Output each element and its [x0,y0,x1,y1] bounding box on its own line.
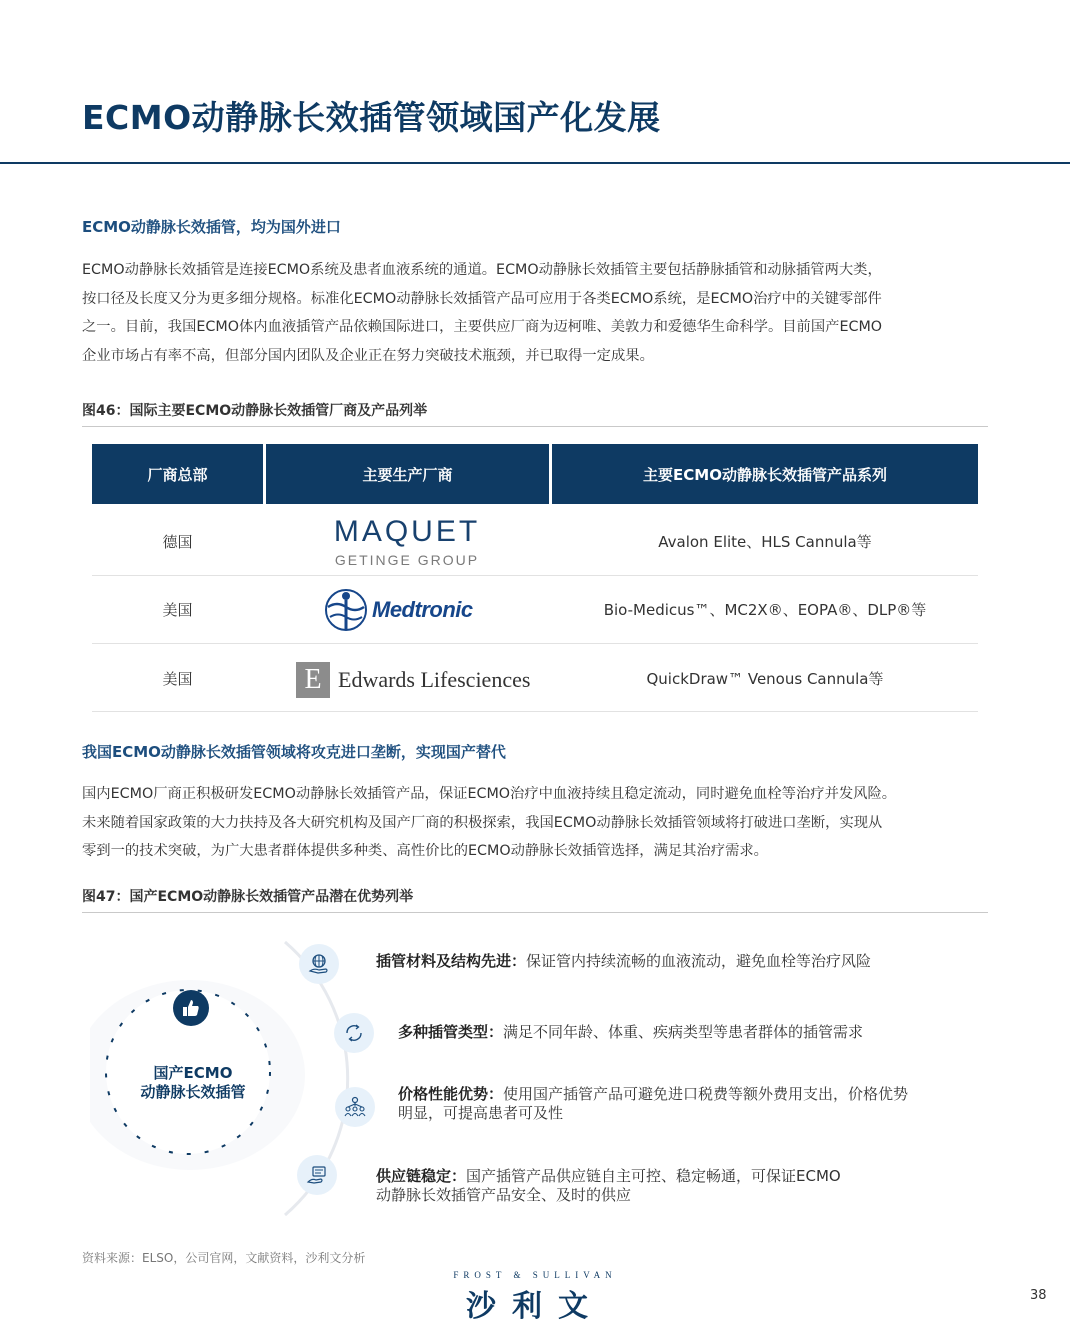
advantage-title: 价格性能优势： [398,1085,504,1103]
table-cell-products: QuickDraw™ Venous Cannula等 [646,669,884,688]
advantage-desc: 保证管内持续流畅的血液流动，避免血栓等治疗风险 [526,952,872,970]
supply-icon [297,1155,337,1195]
table-row-divider [92,711,978,712]
advantage-title: 供应链稳定： [376,1167,467,1185]
advantage-title: 插管材料及结构先进： [376,952,527,970]
advantage-item [376,1167,841,1205]
figure-47-caption: 图47：国产ECMO动静脉长效插管产品潜在优势列举 [82,889,414,905]
table-cell-hq: 美国 [162,669,193,688]
thumbs-up-icon [173,990,209,1026]
title-divider [0,162,1070,164]
paragraph-line: 零到一的技术突破，为广大患者群体提供多种类、高性价比的ECMO动静脉长效插管选择，满足其治疗需求。 [82,843,768,859]
advantage-desc-continued: 明显，可提高患者可及性 [398,1104,564,1122]
table-header-manufacturer: 主要生产厂商 [266,444,549,504]
paragraph-line: 未来随着国家政策的大力扶持及各大研究机构及国产厂商的积极探索，我国ECMO动静脉长效插管领域将打破进口垄断，实现从 [82,814,883,831]
figure-46-caption: 图46：国际主要ECMO动静脉长效插管厂商及产品列举 [82,403,428,419]
table-cell-products: Bio-Medicus™、MC2X®、EOPA®、DLP®等 [603,600,927,619]
table-header-products: 主要ECMO动静脉长效插管产品系列 [552,444,978,504]
section-heading-substitution: 我国ECMO动静脉长效插管领域将攻克进口垄断，实现国产替代 [82,743,506,761]
medtronic-logo-wordmark: Medtronic [372,597,473,622]
figure-47-rule [82,912,988,913]
page-number: 38 [1030,1288,1047,1303]
edwards-e-mark-icon: E [296,662,330,698]
cycle-icon [334,1013,374,1053]
section-paragraph-import [82,256,987,370]
source-note: 资料来源：ELSO，公司官网，文献资料，沙利文分析 [82,1251,366,1265]
paragraph-line: 按口径及长度又分为更多细分规格。标准化ECMO动静脉长效插管产品可应用于各类ECMO系统，是ECMO治疗中的关键零部件 [82,290,882,307]
edwards-logo-wordmark: Edwards Lifesciences [338,667,531,692]
globe-hand-icon [299,944,339,984]
medtronic-emblem-icon [324,587,368,633]
edwards-logo [296,662,530,698]
diagram-center-line: 动静脉长效插管 [140,1083,246,1101]
paragraph-line: ECMO动静脉长效插管是连接ECMO系统及患者血液系统的通道。ECMO动静脉长效插管主要包括静脉插管和动脉插管两大类， [82,262,882,278]
section-heading-import: ECMO动静脉长效插管，均为国外进口 [82,218,341,236]
page-title: ECMO动静脉长效插管领域国产化发展 [82,98,661,137]
advantage-item [398,1085,908,1123]
paragraph-line: 之一。目前，我国ECMO体内血液插管产品依赖国际进口，主要供应厂商为迈柯唯、美敦力和爱德华生命科学。目前国产ECMO [82,319,883,335]
paragraph-line: 国内ECMO厂商正积极研发ECMO动静脉长效插管产品，保证ECMO治疗中血液持续且稳定流动，同时避免血栓等治疗并发风险。 [82,786,897,802]
advantage-desc: 满足不同年龄、体重、疾病类型等患者群体的插管需求 [503,1023,864,1041]
diagram-center-line: 国产ECMO [153,1064,233,1082]
advantage-title: 多种插管类型： [398,1023,504,1041]
maquet-logo-tagline: GETINGE GROUP [334,552,480,568]
medtronic-logo [324,586,473,634]
figure-46-rule [82,426,988,427]
advantage-desc-continued: 动静脉长效插管产品安全、及时的供应 [376,1186,632,1204]
brand-logo-english: FROST & SULLIVAN [453,1270,617,1280]
table-cell-hq: 德国 [162,532,193,551]
paragraph-line: 企业市场占有率不高，但部分国内团队及企业正在努力突破技术瓶颈，并已取得一定成果。 [82,347,654,364]
brand-logo-chinese: 沙利文 [466,1289,604,1324]
table-cell-products: Avalon Elite、HLS Cannula等 [658,532,872,551]
advantage-desc: 国产插管产品供应链自主可控、稳定畅通，可保证ECMO [466,1167,841,1185]
table-cell-hq: 美国 [162,600,193,619]
advantage-desc: 使用国产插管产品可避免进口税费等额外费用支出，价格优势 [503,1085,909,1103]
advantage-item [398,1023,863,1042]
section-paragraph-substitution [82,780,987,866]
maquet-logo-wordmark: MAQUET [333,515,481,548]
maquet-logo [264,516,550,568]
people-icon [335,1087,375,1127]
table-header-hq: 厂商总部 [92,444,263,504]
diagram-center-label [118,1064,268,1102]
advantage-item [376,952,871,971]
